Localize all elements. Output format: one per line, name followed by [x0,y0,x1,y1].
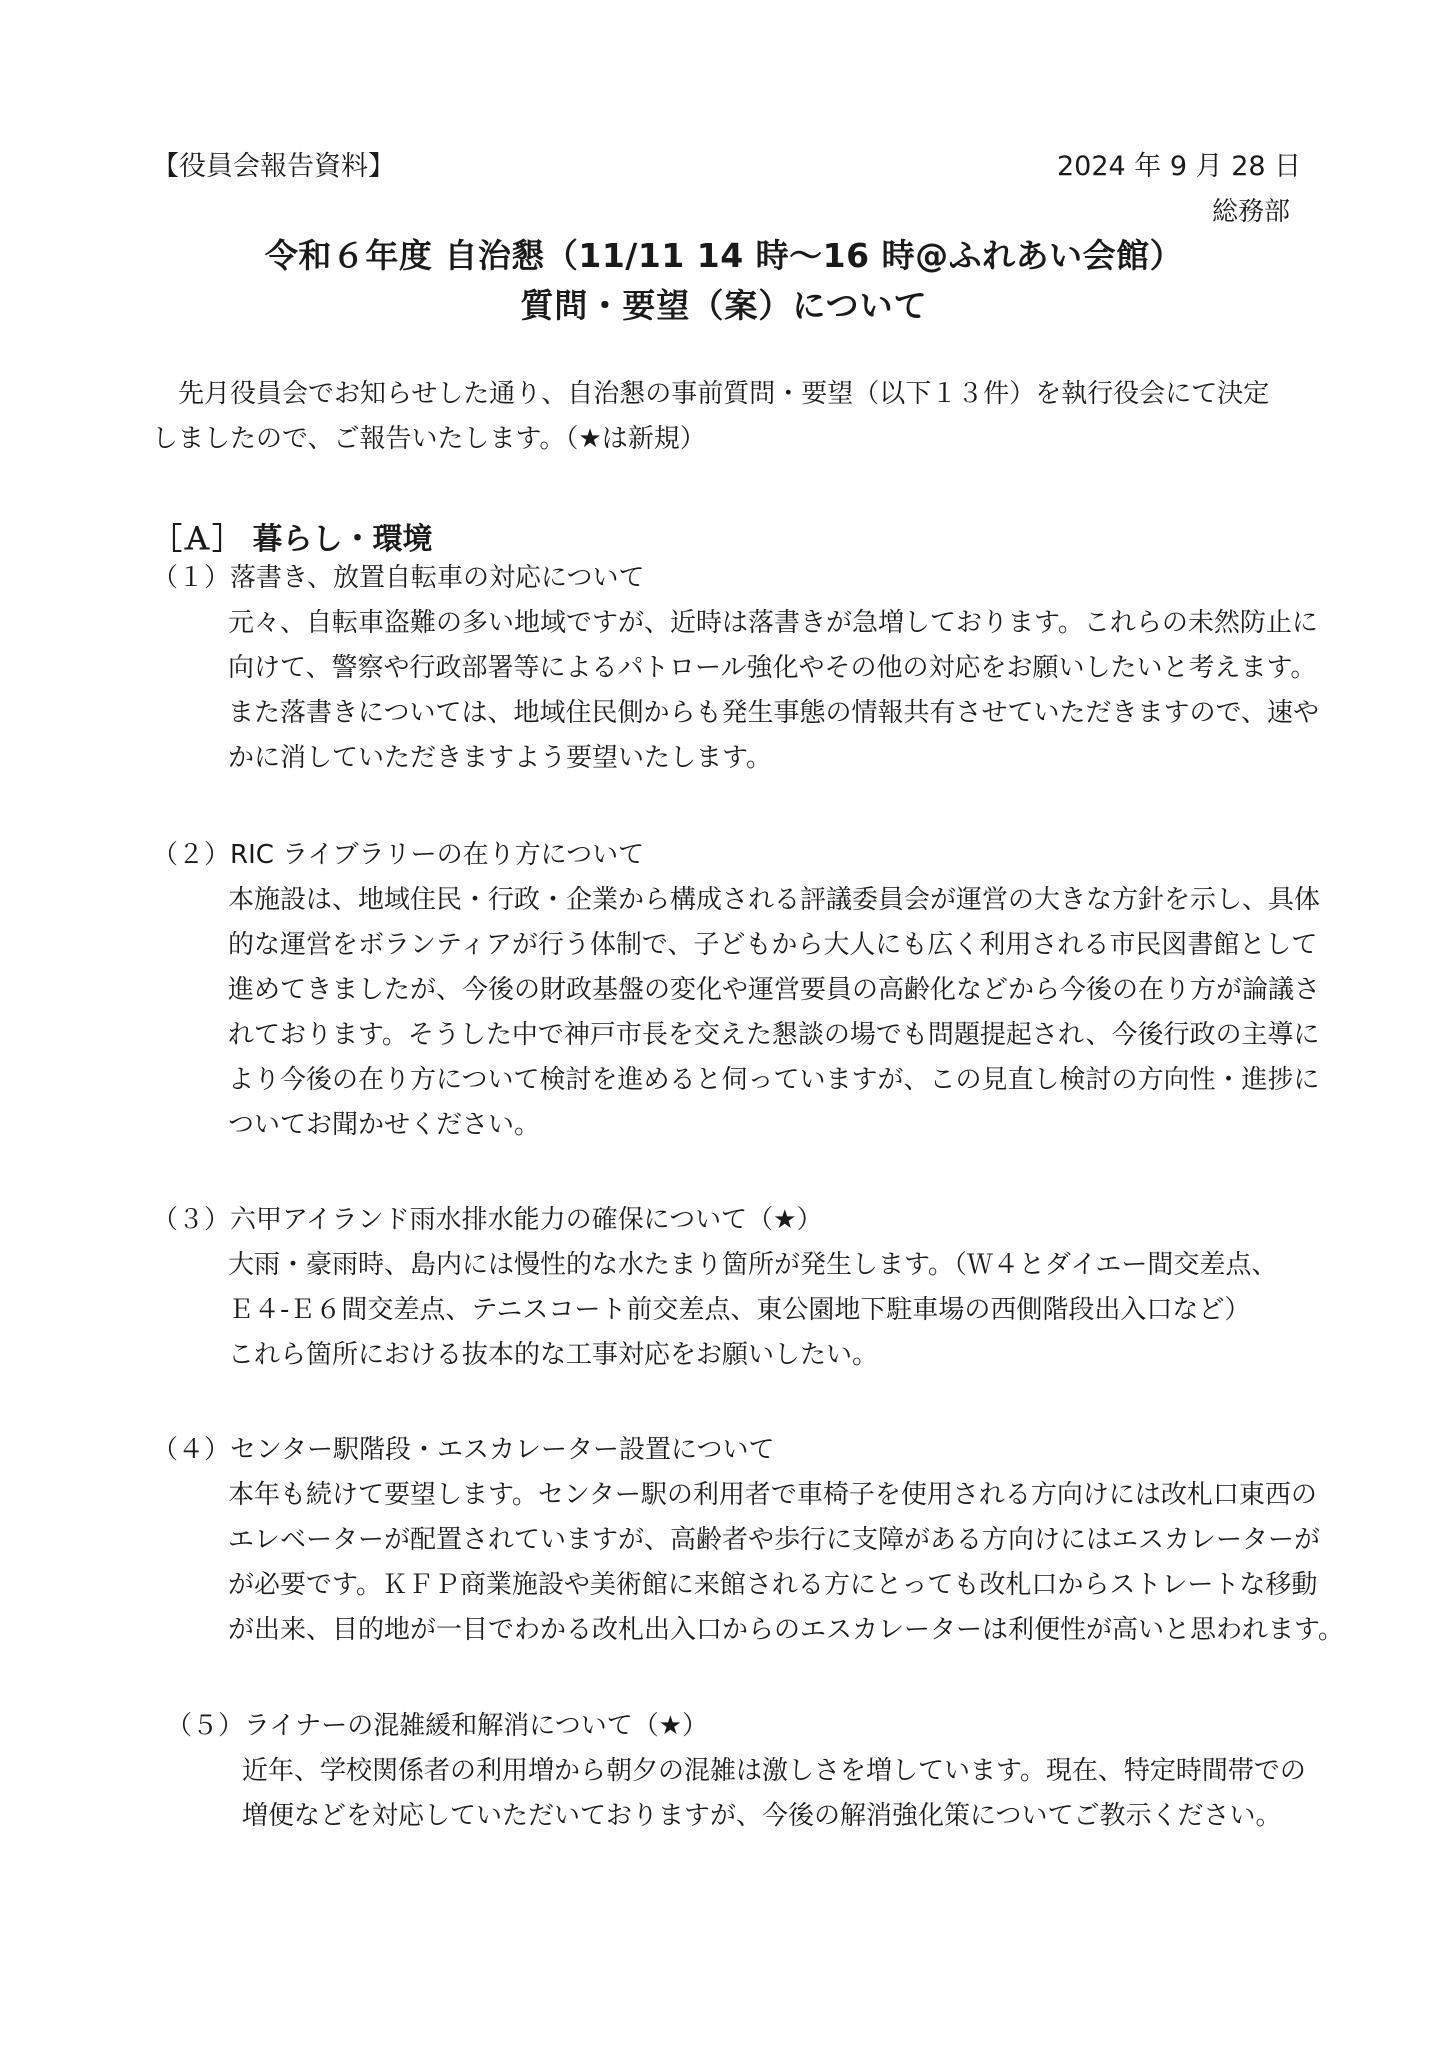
item-4-line: が必要です。ＫＦＰ商業施設や美術館に来館される方にとっても改札口からストレートな移動 [228,1570,1318,1600]
item-2-line: れております。そうした中で神戸市長を交えた懇談の場でも問題提起され、今後行政の主導に [228,1020,1320,1050]
item-3-line: 大雨・豪雨時、島内には慢性的な水たまり箇所が発生します。（Ｗ４とダイエー間交差点、 [228,1250,1278,1280]
item-1-line: 元々、自転車盗難の多い地域ですが、近時は落書きが急増しております。これらの未然防止に [228,608,1318,638]
item-3-line: Ｅ４-Ｅ６間交差点、テニスコート前交差点、東公園地下駐車場の西側階段出入口など） [228,1295,1251,1325]
report-label: 【役員会報告資料】 [152,151,395,182]
intro-line-2: しましたので、ご報告いたします。（★は新規） [152,424,706,454]
item-3-line: これら箇所における抜本的な工事対応をお願いしたい。 [228,1340,879,1370]
item-2-line: ついてお聞かせください。 [228,1110,541,1140]
document-title-line-2: 質問・要望（案）について [520,286,928,325]
section-a-heading: ［Ａ］ 暮らし・環境 [152,522,433,557]
document-title-line-1: 令和６年度 自治懇（11/11 14 時～16 時@ふれあい会館） [264,236,1184,275]
item-5-line: 近年、学校関係者の利用増から朝夕の混雑は激しさを増しています。現在、特定時間帯での [242,1756,1306,1786]
item-2-title: （２）RIC ライブラリーの在り方について [152,840,645,870]
intro-line-1: 先月役員会でお知らせした通り、自治懇の事前質問・要望（以下１３件）を執行役会にて決定 [152,379,1270,409]
report-date: 2024 年 9 月 28 日 [1057,151,1302,182]
item-2-line: 本施設は、地域住民・行政・企業から構成される評議委員会が運営の大きな方針を示し、具体 [228,885,1321,915]
item-3-title: （３）六甲アイランド雨水排水能力の確保について（★） [152,1205,823,1235]
item-2-line: 進めてきましたが、今後の財政基盤の変化や運営要員の高齢化などから今後の在り方が論議さ [228,975,1321,1005]
item-5-title: （５）ライナーの混雑緩和解消について（★） [166,1711,709,1741]
item-4-line: エレベーターが配置されていますが、高齢者や歩行に支障がある方向けにはエスカレーターが [228,1525,1321,1555]
item-1-line: また落書きについては、地域住民側からも発生事態の情報共有させていただきますので、速や [228,698,1319,728]
item-5-line: 増便などを対応していただいておりますが、今後の解消強化策についてご教示ください。 [242,1801,1282,1831]
department-name: 総務部 [1212,197,1291,227]
item-2-line: 的な運営をボランティアが行う体制で、子どもから大人にも広く利用される市民図書館として [228,930,1318,960]
item-1-title: （１）落書き、放置自転車の対応について [152,563,645,593]
item-1-line: 向けて、警察や行政部署等によるパトロール強化やその他の対応をお願いしたいと考えます。 [228,653,1317,683]
item-1-line: かに消していただきますよう要望いたします。 [228,743,772,773]
item-4-title: （４）センター駅階段・エスカレーター設置について [152,1435,775,1465]
item-2-line: より今後の在り方について検討を進めると伺っていますが、この見直し検討の方向性・進捗に [228,1065,1320,1095]
item-4-line: が出来、目的地が一目でわかる改札出入口からのエスカレーターは利便性が高いと思われます。 [228,1615,1344,1645]
item-4-line: 本年も続けて要望します。センター駅の利用者で車椅子を使用される方向けには改札口東西の [228,1480,1317,1510]
